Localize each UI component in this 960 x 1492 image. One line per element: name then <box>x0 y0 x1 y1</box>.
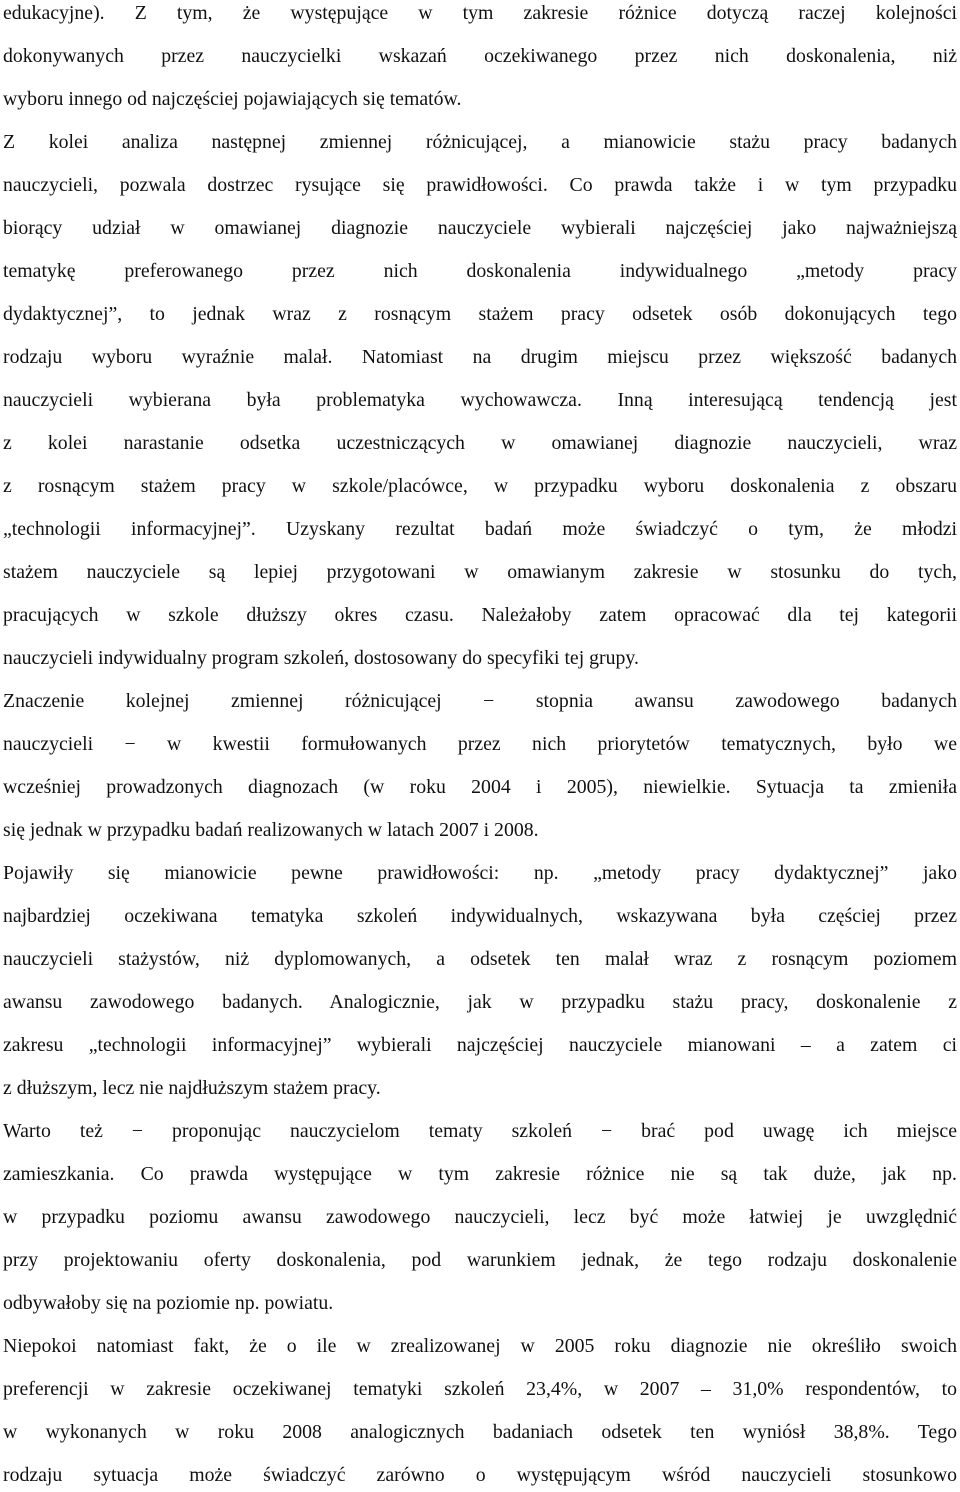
text-line: „technologii informacyjnej”. Uzyskany rezultat badań może świadczyć o tym, że młodzi <box>3 518 957 540</box>
text-line: Warto też − proponując nauczycielom tematy szkoleń − brać pod uwagę ich miejsce <box>3 1120 957 1142</box>
text-line: tematykę preferowanego przez nich doskonalenia indywidualnego „metody pracy <box>3 260 957 282</box>
text-line: z rosnącym stażem pracy w szkole/placówce, w przypadku wyboru doskonalenia z obszaru <box>3 475 957 497</box>
text-line: odbywałoby się na poziomie np. powiatu. <box>3 1292 334 1314</box>
text-line: się jednak w przypadku badań realizowanych w latach 2007 i 2008. <box>3 819 539 841</box>
text-line: dydaktycznej”, to jednak wraz z rosnącym stażem pracy odsetek osób dokonujących tego <box>3 303 957 325</box>
text-line: nauczycieli indywidualny program szkoleń, dostosowany do specyfiki tej grupy. <box>3 647 639 669</box>
text-line: Niepokoi natomiast fakt, że o ile w zrealizowanej w 2005 roku diagnozie nie określiło swoich <box>3 1335 957 1357</box>
text-line: rodzaju sytuacja może świadczyć zarówno o występującym wśród nauczycieli stosunkowo <box>3 1464 957 1486</box>
text-line: nauczycieli wybierana była problematyka wychowawcza. Inną interesującą tendencją jest <box>3 389 957 411</box>
text-line: Z kolei analiza następnej zmiennej różnicującej, a mianowicie stażu pracy badanych <box>3 131 957 153</box>
text-line: nauczycieli stażystów, niż dyplomowanych, a odsetek ten malał wraz z rosnącym poziomem <box>3 948 957 970</box>
text-line: Pojawiły się mianowicie pewne prawidłowości: np. „metody pracy dydaktycznej” jako <box>3 862 957 884</box>
text-line: w wykonanych w roku 2008 analogicznych badaniach odsetek ten wyniósł 38,8%. Tego <box>3 1421 957 1443</box>
text-line: w przypadku poziomu awansu zawodowego nauczycieli, lecz być może łatwiej je uwzględnić <box>3 1206 957 1228</box>
text-line: wcześniej prowadzonych diagnozach (w roku 2004 i 2005), niewielkie. Sytuacja ta zmieniła <box>3 776 957 798</box>
text-line: przy projektowaniu oferty doskonalenia, pod warunkiem jednak, że tego rodzaju doskonalenie <box>3 1249 957 1271</box>
text-line: z kolei narastanie odsetka uczestniczących w omawianej diagnozie nauczycieli, wraz <box>3 432 957 454</box>
text-line: biorący udział w omawianej diagnozie nauczyciele wybierali najczęściej jako najważniejszą <box>3 217 957 239</box>
text-line: awansu zawodowego badanych. Analogicznie, jak w przypadku stażu pracy, doskonalenie z <box>3 991 957 1013</box>
text-line: najbardziej oczekiwana tematyka szkoleń indywidualnych, wskazywana była częściej przez <box>3 905 957 927</box>
text-line: wyboru innego od najczęściej pojawiających się tematów. <box>3 88 462 110</box>
text-line: Znaczenie kolejnej zmiennej różnicującej − stopnia awansu zawodowego badanych <box>3 690 957 712</box>
text-line: rodzaju wyboru wyraźnie malał. Natomiast na drugim miejscu przez większość badanych <box>3 346 957 368</box>
text-line: stażem nauczyciele są lepiej przygotowani w omawianym zakresie w stosunku do tych, <box>3 561 957 583</box>
text-line: preferencji w zakresie oczekiwanej tematyki szkoleń 23,4%, w 2007 – 31,0% respondentów, to <box>3 1378 957 1400</box>
text-line: z dłuższym, lecz nie najdłuższym stażem pracy. <box>3 1077 381 1099</box>
text-line: pracujących w szkole dłuższy okres czasu. Należałoby zatem opracować dla tej kategorii <box>3 604 957 626</box>
text-line: nauczycieli − w kwestii formułowanych przez nich priorytetów tematycznych, było we <box>3 733 957 755</box>
text-line: nauczycieli, pozwala dostrzec rysujące się prawidłowości. Co prawda także i w tym przypadku <box>3 174 957 196</box>
text-line: dokonywanych przez nauczycielki wskazań oczekiwanego przez nich doskonalenia, niż <box>3 45 957 67</box>
text-line: zamieszkania. Co prawda występujące w tym zakresie różnice nie są tak duże, jak np. <box>3 1163 957 1185</box>
text-line: edukacyjne). Z tym, że występujące w tym zakresie różnice dotyczą raczej kolejności <box>3 2 957 24</box>
text-line: zakresu „technologii informacyjnej” wybierali najczęściej nauczyciele mianowani – a zatem ci <box>3 1034 957 1056</box>
